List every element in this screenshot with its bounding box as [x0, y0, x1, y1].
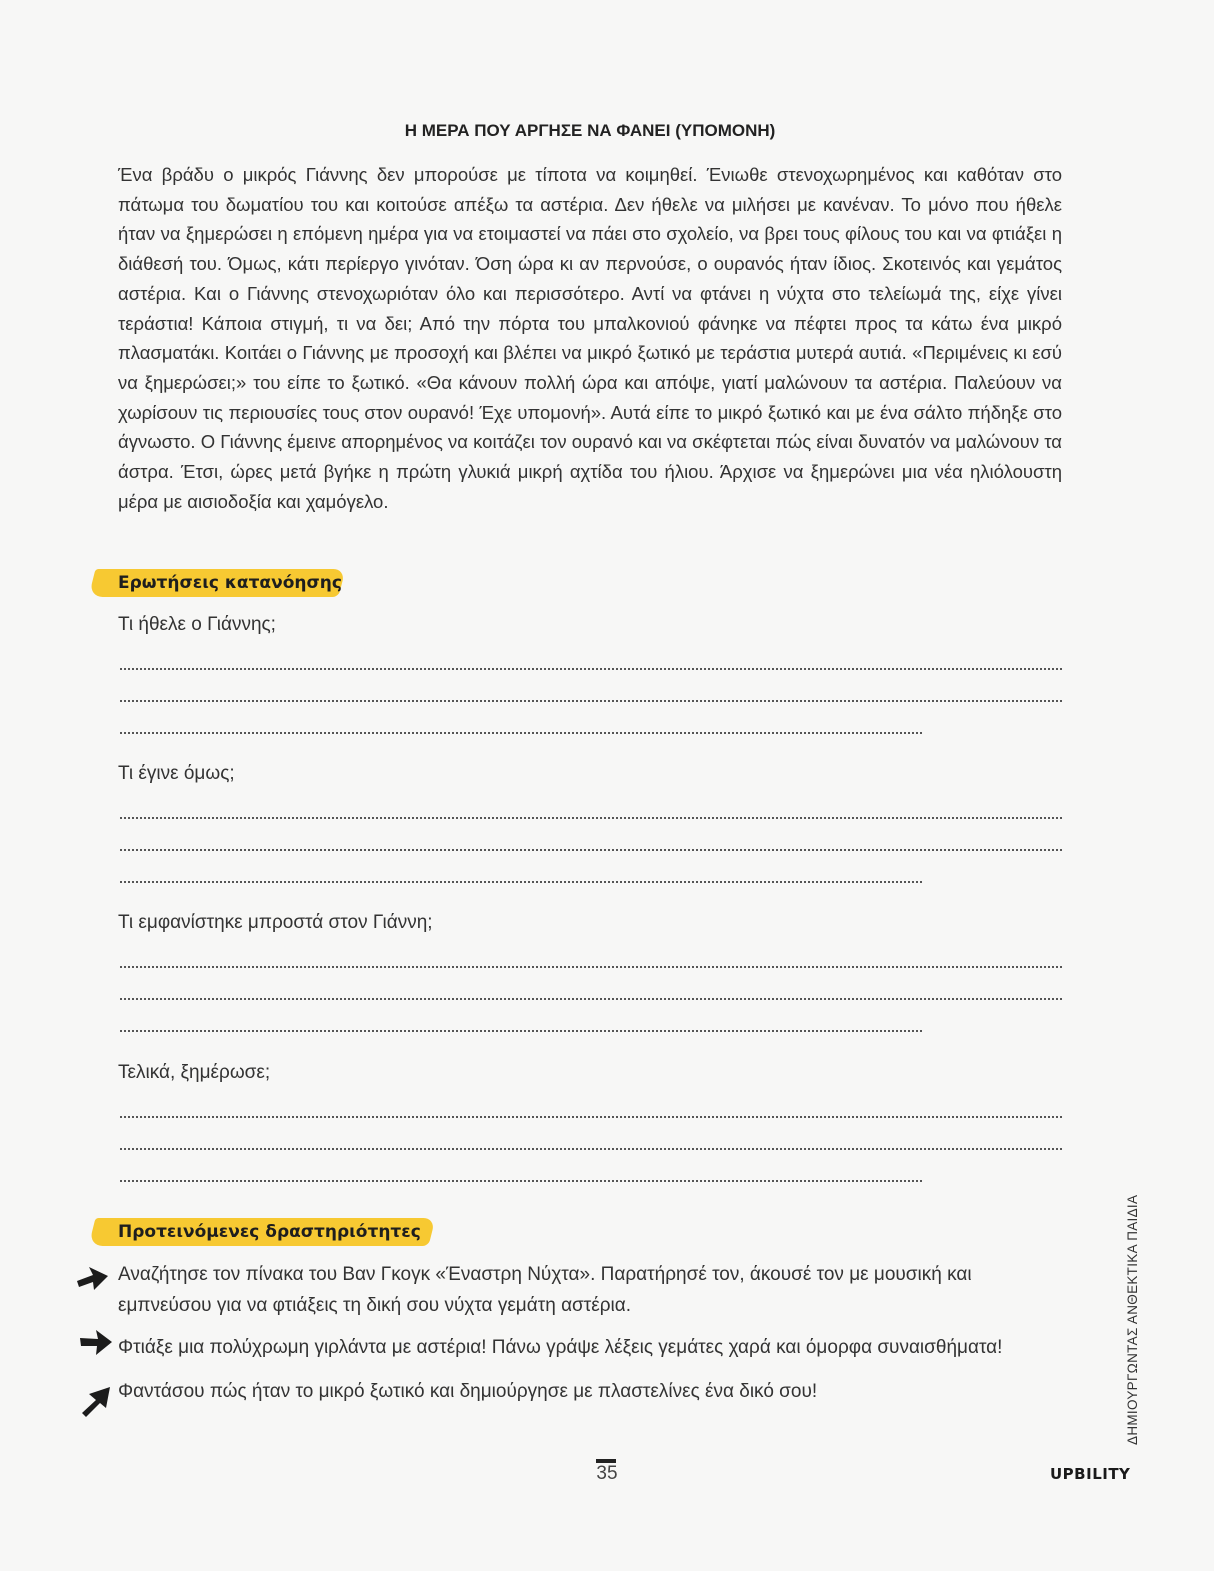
activities-heading-label: Προτεινόμενες δραστηριότητες	[118, 1222, 421, 1242]
answer-line[interactable]	[120, 966, 1062, 968]
answer-line[interactable]	[120, 817, 1062, 819]
answer-line[interactable]	[120, 1030, 922, 1032]
question-4: Τελικά, ξημέρωσε;	[118, 1062, 271, 1083]
page-number: 35	[596, 1463, 618, 1484]
arrow-right-icon	[78, 1325, 114, 1361]
page-title: Η ΜΕΡΑ ΠΟΥ ΑΡΓΗΣΕ ΝΑ ΦΑΝΕΙ (ΥΠΟΜΟΝΗ)	[404, 121, 776, 140]
activity-item-3: Φαντάσου πώς ήταν το μικρό ξωτικό και δημιούργησε με πλαστελίνες ένα δικό σου!	[118, 1381, 818, 1402]
answer-line[interactable]	[120, 849, 1062, 851]
activities-heading	[92, 1218, 432, 1246]
answer-line[interactable]	[120, 1116, 1062, 1118]
answer-line[interactable]	[120, 700, 1062, 702]
arrow-up-right-icon	[80, 1383, 116, 1419]
answer-line[interactable]	[120, 1180, 922, 1182]
arrow-right-icon	[74, 1259, 110, 1295]
comprehension-heading-label: Ερωτήσεις κατανόησης	[118, 573, 342, 593]
activity-item-1: Αναζήτησε τον πίνακα του Βαν Γκογκ «Έναστρη Νύχτα». Παρατήρησέ τον, άκουσέ τον με μουσική και εμπνεύσου για να φτιάξεις τη δική σου νύχτα γεμάτη αστέρια.	[118, 1264, 972, 1316]
answer-line[interactable]	[120, 1148, 1062, 1150]
answer-line[interactable]	[120, 668, 1062, 670]
answer-line[interactable]	[120, 881, 922, 883]
answer-line[interactable]	[120, 732, 922, 734]
question-1: Τι ήθελε ο Γιάννης;	[118, 614, 276, 635]
activity-item-2: Φτιάξε μια πολύχρωμη γιρλάντα με αστέρια! Πάνω γράψε λέξεις γεμάτες χαρά και όμορφα συναισθήματα!	[118, 1337, 1003, 1358]
side-series-title: ΔΗΜΙΟΥΡΓΩΝΤΑΣ ΑΝΘΕΚΤΙΚΑ ΠΑΙΔΙΑ	[1125, 1194, 1140, 1445]
question-2: Τι έγινε όμως;	[118, 763, 235, 784]
question-3: Τι εμφανίστηκε μπροστά στον Γιάννη;	[118, 912, 433, 933]
comprehension-heading	[92, 569, 342, 597]
story-text: Ένα βράδυ ο μικρός Γιάννης δεν μπορούσε με τίποτα να κοιμηθεί. Ένιωθε στενοχωρημένος και καθόταν στο πάτωμα του δωματίου του και κοιτούσε απέξω τα αστέρια. Δεν ήθελε να μιλήσει με κανέναν. Το μόνο που ήθελε ήταν να ξημερώσει η επόμενη ημέρα για να ετοιμαστεί να πάει στο σχολείο, να βρει τους φίλους του και να φτιάξει η διάθεσή του. Όμως, κάτι περίεργο γινόταν. Όση ώρα κι αν περνούσε, ο ουρανός ήταν ίδιος. Σκοτεινός και γεμάτος αστέρια. Και ο Γιάννης στενοχωριόταν όλο και περισσότερο. Αντί να φτάνει η νύχτα στο τελείωμά της, είχε γίνει τεράστια! Κάποια στιγμή, τι να δει; Από την πόρτα του μπαλκονιού φάνηκε να πέφτει προς τα κάτω ένα μικρό πλασματάκι. Κοιτάει ο Γιάννης με προσοχή και βλέπει να μικρό ξωτικό με τεράστια μυτερά αυτιά. «Περιμένεις κι εσύ να ξημερώσει;» του είπε το ξωτικό. «Θα κάνουν πολλή ώρα και απόψε, γιατί μαλώνουν τα αστέρια. Παλεύουν να χωρίσουν τις περιουσίες τους στον ουρανό! Έχε υπομονή». Αυτά είπε το μικρό ξωτικό και με ένα σάλτο πήδηξε στο άγνωστο. Ο Γιάννης έμεινε απορημένος να κοιτάζει τον ουρανό και να σκέφτεται πώς είναι δυνατόν να μαλώνουν τα άστρα. Έτσι, ώρες μετά βγήκε η πρώτη γλυκιά μικρή αχτίδα του ήλιου. Άρχισε να ξημερώνει μια νέα ηλιόλουστη μέρα με αισιοδοξία και χαμόγελο.	[118, 164, 1062, 512]
answer-line[interactable]	[120, 998, 1062, 1000]
brand-logo: UPBILITY	[1050, 1465, 1131, 1483]
